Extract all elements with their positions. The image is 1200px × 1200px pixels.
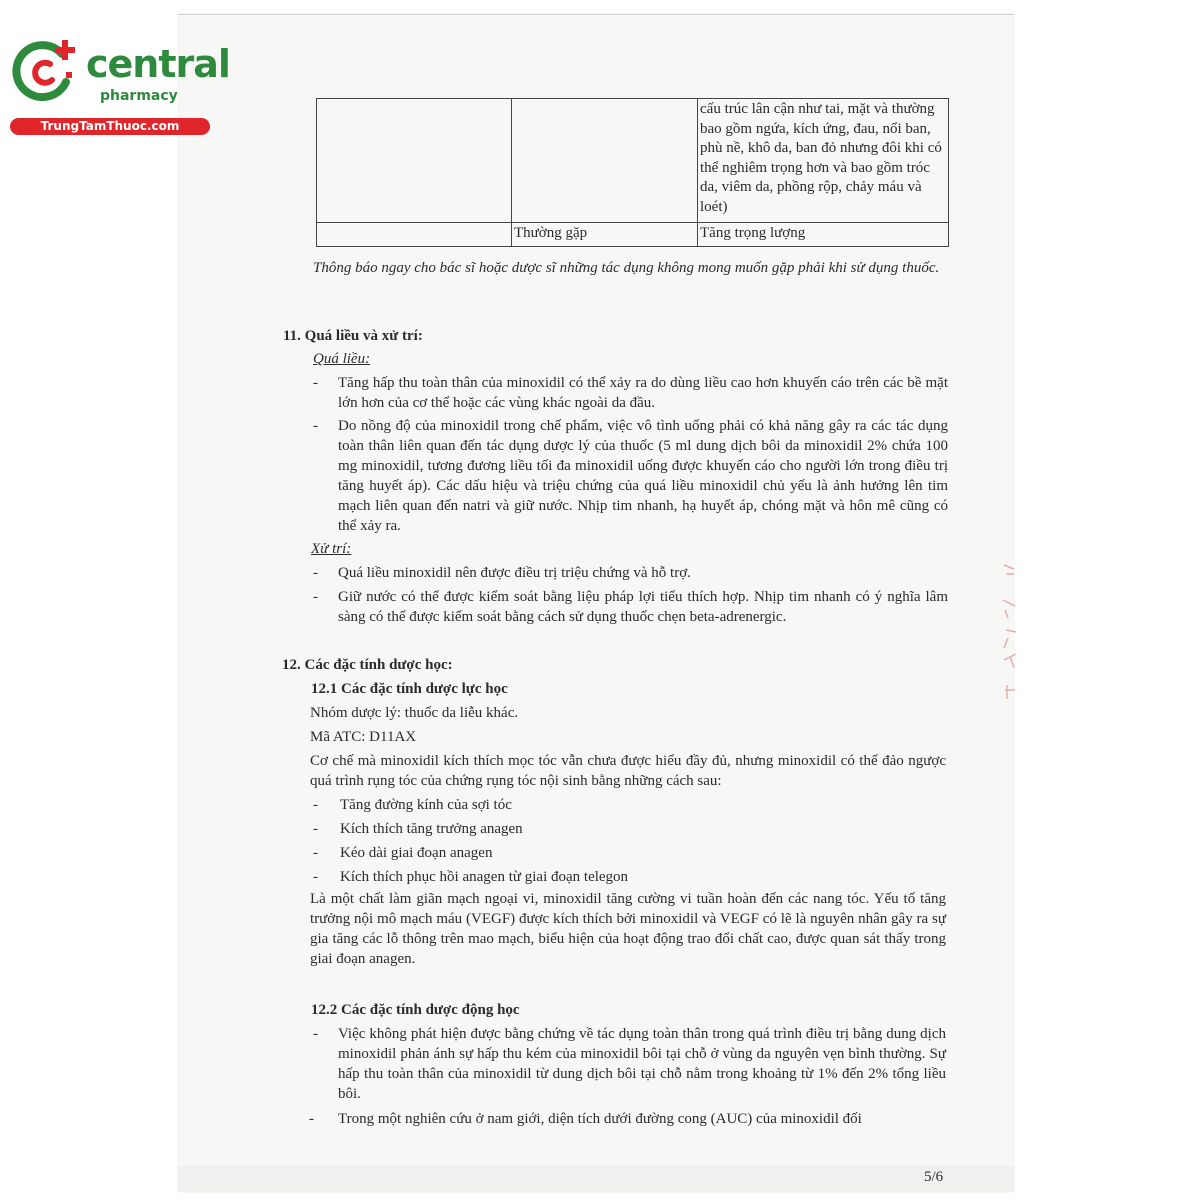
logo-subtitle: pharmacy [100, 88, 178, 104]
overdose-subheading: Quá liều: [313, 351, 371, 367]
table-cell-organ [317, 99, 512, 223]
section-12-heading: 12. Các đặc tính dược học: [282, 657, 453, 673]
pharmacy-cross-logo-icon [10, 36, 80, 106]
table-row [317, 99, 949, 223]
bullet-dash: - [313, 418, 318, 434]
pharmacokinetics-item: Trong một nghiên cứu ở nam giới, diện tích dưới đường cong (AUC) của minoxidil đối [338, 1111, 862, 1127]
mechanism-item: Kéo dài giai đoạn anagen [340, 845, 493, 861]
pharmacological-group: Nhóm dược lý: thuốc da liễu khác. [310, 705, 519, 721]
bullet-dash: - [313, 845, 318, 861]
table-row [317, 223, 949, 247]
pharmacokinetics-item: Việc không phát hiện được bằng chứng về tác dụng toàn thân trong quá trình điều trị bằng dung dịch minoxidil phản ánh sự hấp thu kém của minoxidil bôi tại chỗ ở vùng da nguyên vẹn bình thường. Sự hấp thu toàn thân của minoxidil từ dung dịch bôi tại chỗ nằm trong khoảng từ 1% đến 2% tổng liều bôi. [338, 1026, 946, 1102]
table-cell-organ [317, 223, 512, 247]
bullet-dash: - [309, 1111, 314, 1127]
treatment-item: Giữ nước có thể được kiểm soát bằng liệu pháp lợi tiểu thích hợp. Nhịp tim nhanh có ý nghĩa lâm sàng có thể được kiểm soát bằng cách sử dụng thuốc chẹn beta-adrenergic. [338, 589, 948, 625]
section-11-heading: 11. Quá liều và xử trí: [283, 328, 423, 344]
pharmacodynamics-heading: 12.1 Các đặc tính dược lực học [311, 681, 508, 697]
logo-name: central [86, 42, 230, 86]
mechanism-item: Kích thích phục hồi anagen từ giai đoạn telegon [340, 869, 629, 885]
table-cell-frequency [512, 99, 698, 223]
stamp-fragment-icon [1000, 560, 1022, 710]
pharmacokinetics-heading: 12.2 Các đặc tính dược động học [311, 1002, 520, 1018]
logo-website: TrungTamThuoc.com [10, 118, 210, 135]
bullet-dash: - [313, 821, 318, 837]
page-number: 5/6 [924, 1169, 944, 1185]
treatment-item: Quá liều minoxidil nên được điều trị triệu chứng và hỗ trợ. [338, 565, 691, 581]
page-bottom-shade [178, 1166, 1014, 1192]
overdose-item: Do nồng độ của minoxidil trong chế phẩm, việc vô tình uống phải có khả năng gây ra các tác dụng toàn thân liên quan đến tác dụng dược lý của thuốc (5 ml dung dịch bôi da minoxidil 2% chứa 100 mg minoxidil, tương đương liều tối đa minoxidil uống được khuyến cáo cho người lớn trong điều trị tăng huyết áp). Các dấu hiệu và triệu chứng của quá liều minoxidil chủ yếu là ảnh hưởng lên tim mạch liên quan đến natri và giữ nước. Nhịp tim nhanh, hạ huyết áp, chóng mặt và hôn mê cũng có thể xảy ra. [338, 418, 948, 534]
mechanism-paragraph: Cơ chế mà minoxidil kích thích mọc tóc vẫn chưa được hiểu đầy đủ, nhưng minoxidil có thể đảo ngược quá trình rụng tóc của chứng rụng tóc nội sinh bằng những cách sau: [310, 753, 946, 789]
bullet-dash: - [313, 797, 318, 813]
stamp-mark [1000, 560, 1022, 710]
mechanism-item: Tăng đường kính của sợi tóc [340, 797, 512, 813]
treatment-subheading: Xử trí: [311, 541, 352, 557]
mechanism-item: Kích thích tăng trưởng anagen [340, 821, 523, 837]
page-top-edge [178, 14, 1014, 15]
overdose-item: Tăng hấp thu toàn thân của minoxidil có thể xảy ra do dùng liều cao hơn khuyến cáo trên các bề mặt lớn hơn của cơ thể hoặc các vùng khác ngoài da đầu. [338, 375, 948, 411]
bullet-dash: - [313, 1026, 318, 1042]
bullet-dash: - [313, 565, 318, 581]
vasodilator-paragraph: Là một chất làm giãn mạch ngoại vi, minoxidil tăng cường vi tuần hoàn đến các nang tóc. Yếu tố tăng trưởng nội mô mạch máu (VEGF) được kích thích bởi minoxidil và VEGF có lẽ là nguyên nhân gây ra sự gia tăng các lỗ thông trên mao mạch, biểu hiện của hoạt động trao đổi chất cao, được quan sát thấy trong giai đoạn anagen. [310, 891, 946, 967]
table-cell-effect: Tăng trọng lượng [698, 223, 949, 247]
central-pharmacy-logo[interactable] [10, 36, 230, 136]
table-cell-frequency: Thường gặp [512, 223, 698, 247]
table-cell-effect: cấu trúc lân cận như tai, mặt và thường bao gồm ngứa, kích ứng, đau, nổi ban, phù nề, khô da, ban đỏ nhưng đôi khi có thể nghiêm trọng hơn và bao gồm tróc da, viêm da, phồng rộp, chảy máu và loét) [698, 99, 949, 223]
bullet-dash: - [313, 869, 318, 885]
atc-code: Mã ATC: D11AX [310, 729, 417, 745]
bullet-dash: - [313, 589, 318, 605]
bullet-dash: - [313, 375, 318, 391]
notice-text: Thông báo ngay cho bác sĩ hoặc dược sĩ những tác dụng không mong muốn gặp phải khi sử dụng thuốc. [313, 260, 940, 276]
side-effects-table [316, 98, 949, 247]
